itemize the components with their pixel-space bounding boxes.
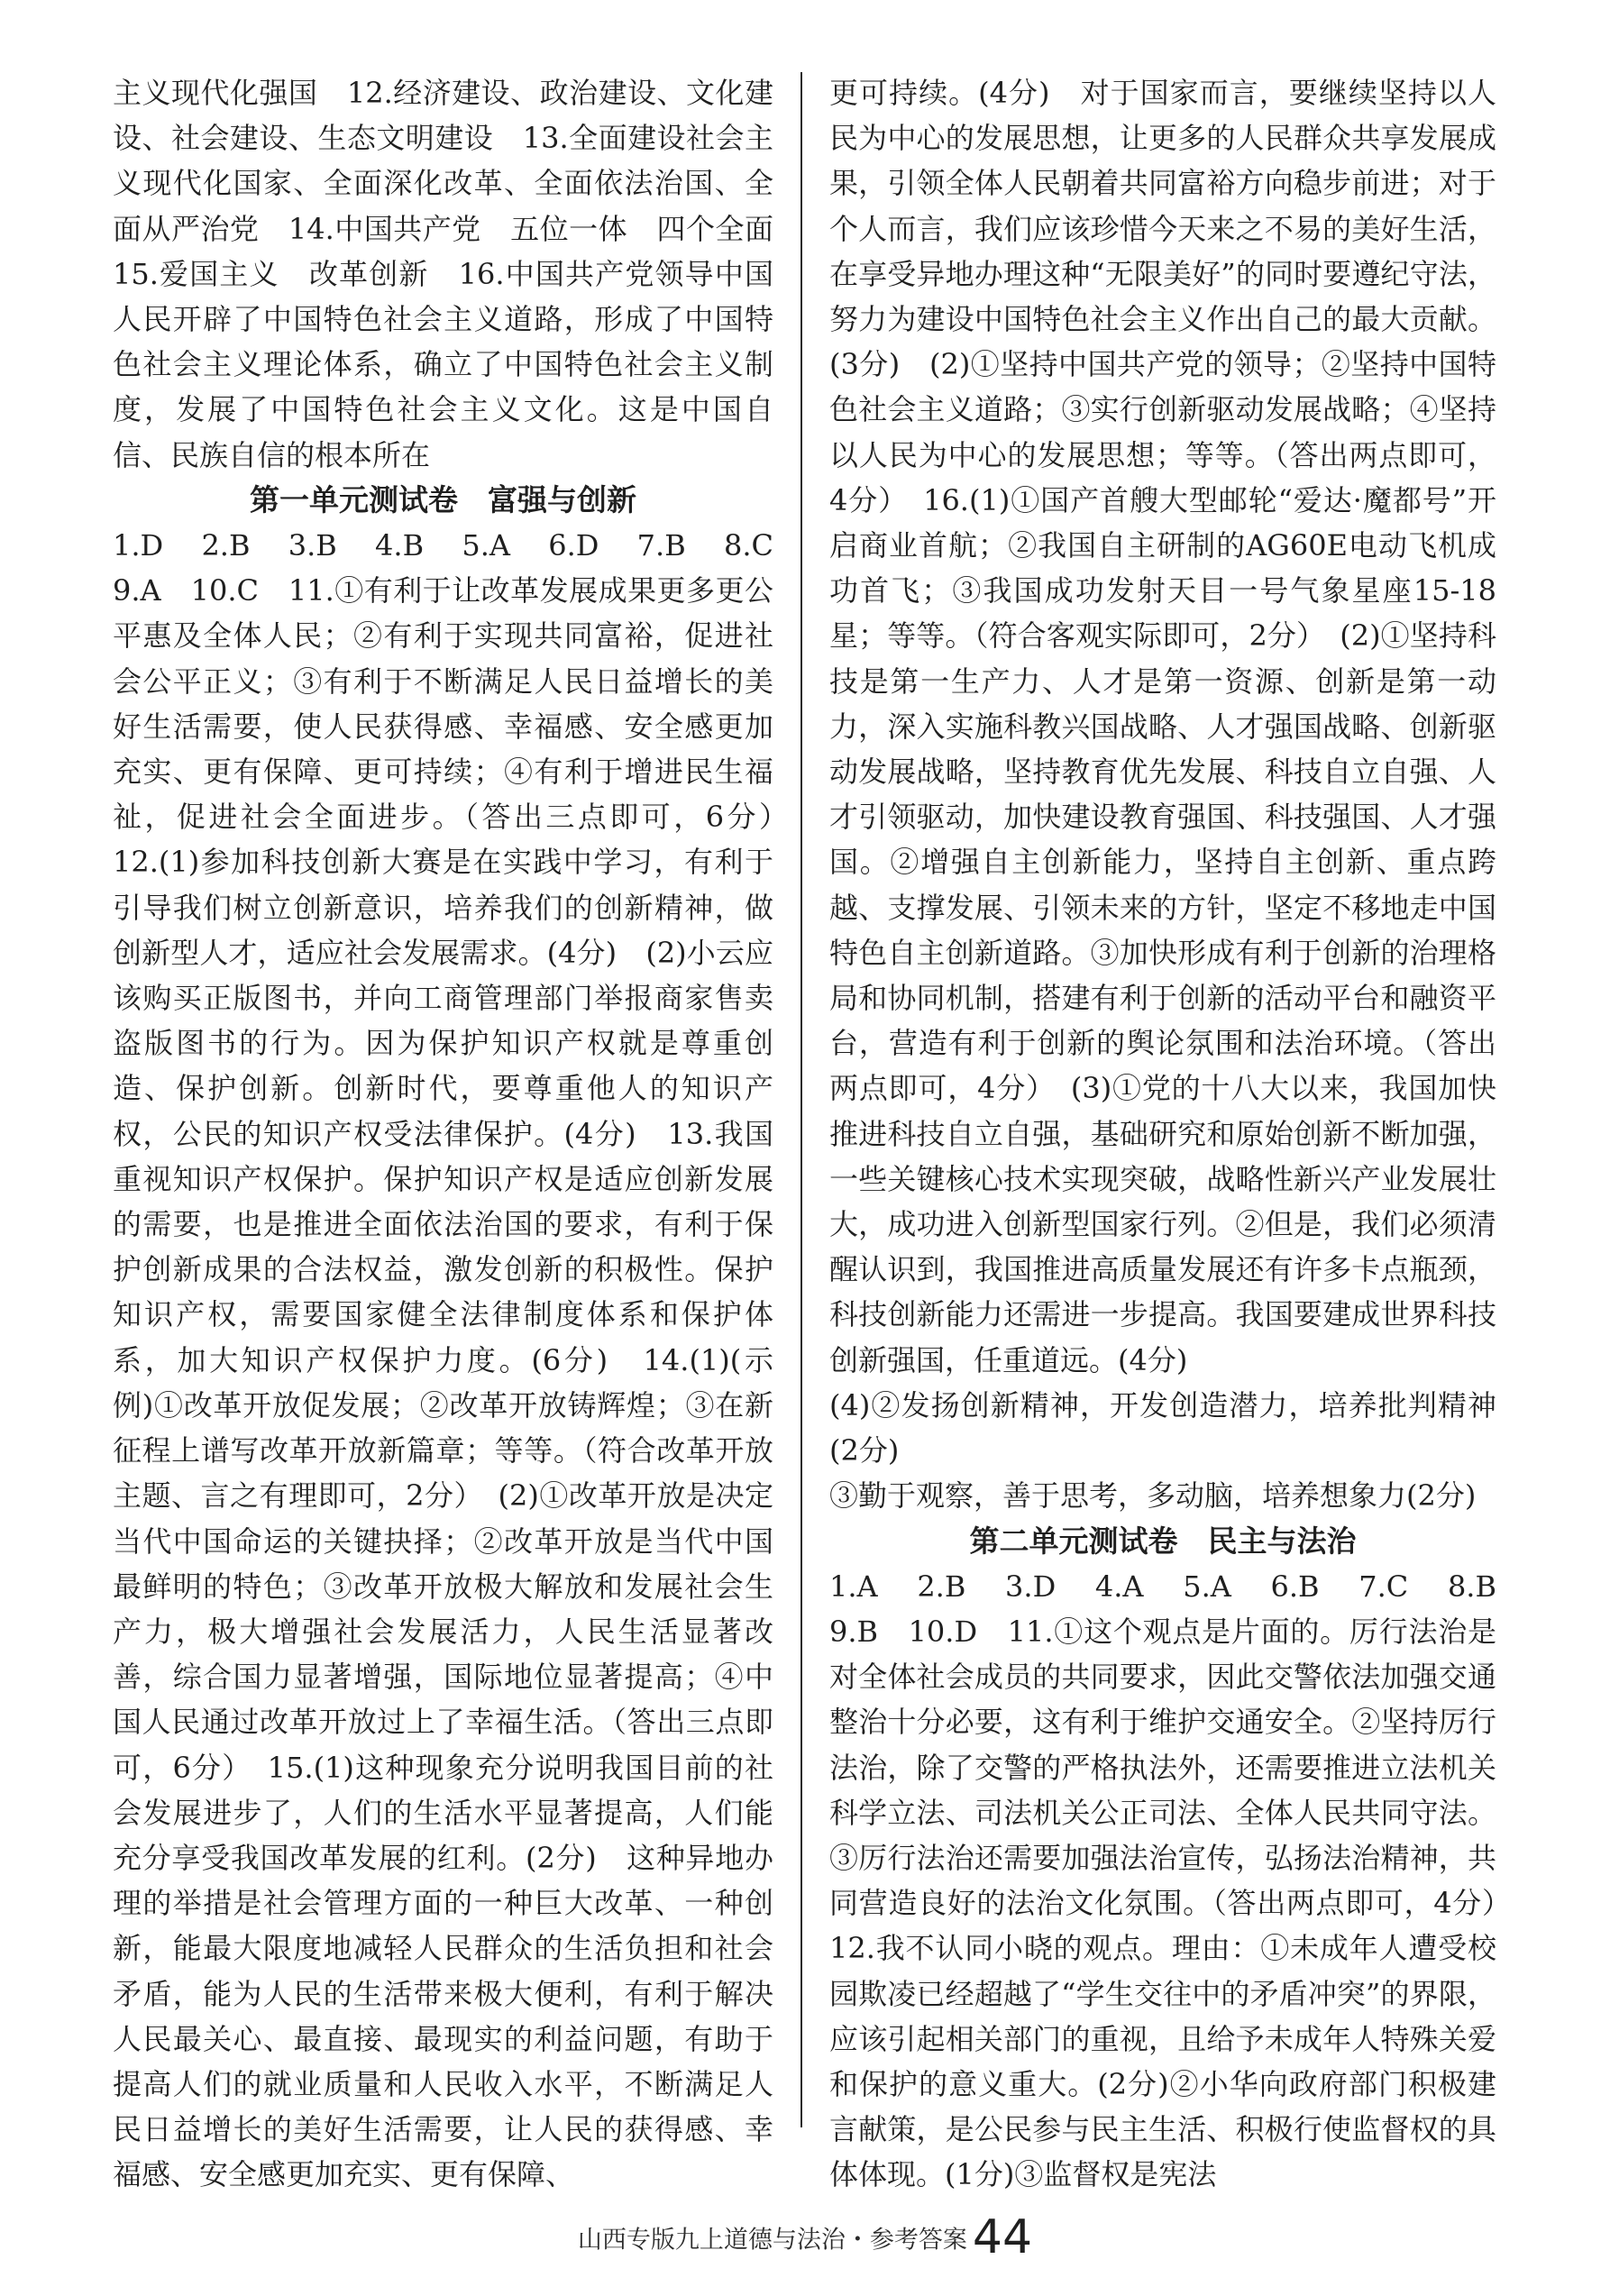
answer-text-block: 更可持续。(4分) 对于国家而言，要继续坚持以人民为中心的发展思想，让更多的人民群众共享发展成果，引领全体人民朝着共同富裕方向稳步前进；对于个人而言，我们应该珍惜今天来之不易的美好生活，在享受异地办理这种“无限美好”的同时要遵纪守法，努力为建设中国特色社会主义作出自己的最大贡献。(3分) (2)①坚持中国共产党的领导；②坚持中国特色社会主义道路；③实行创新驱动发展战略；④坚持以人民为中心的发展思想；等等。（答出两点即可，4分） 16.(1)①国产首艘大型邮轮“爱达·魔都号”开启商业首航；②我国自主研制的AG60E电动飞机成功首飞；③我国成功发射天目一号气象星座15-18星；等等。（符合客观实际即可，2分） (2)①坚持科技是第一生产力、人才是第一资源、创新是第一动力，深入实施科教兴国战略、人才强国战略、创新驱动发展战略，坚持教育优先发展、科技自立自强、人才引领驱动，加快建设教育强国、科技强国、人才强国。②增强自主创新能力，坚持自主创新、重点跨越、支撑发展、引领未来的方针，坚定不移地走中国特色自主创新道路。③加快形成有利于创新的治理格局和协同机制，搭建有利于创新的活动平台和融资平台，营造有利于创新的舆论氛围和法治环境。（答出两点即可，4分） (3)①党的十八大以来，我国加快推进科技自立自强，基础研究和原始创新不断加强，一些关键核心技术实现突破，战略性新兴产业发展壮大，成功进入创新型国家行列。②但是，我们必须清醒认识到，我国推进高质量发展还有许多卡点瓶颈，科技创新能力还需进一步提高。我国要建成世界科技创新强国，任重道远。(4分) <box>829 76 1496 1377</box>
section-heading-unit-1: 第一单元测试卷 富强与创新 <box>250 481 636 517</box>
answer-text-line: (4)②发扬创新精神，开发创造潜力，培养批判精神(2分) <box>829 1387 1496 1468</box>
right-column <box>829 70 1526 2198</box>
footer-title: 山西专版九上道德与法治・参考答案 <box>577 2226 967 2255</box>
page-number: 44 <box>972 2210 1033 2264</box>
answer-text-block: 1.A 2.B 3.D 4.A 5.A 6.B 7.C 8.B 9.B 10.D 11.①这个观点是片面的。厉行法治是对全体社会成员的共同要求，因此交警依法加强交通整治十分必要，这有利于维护交通安全。②坚持厉行法治，除了交警的严格执法外，还需要推进立法机关科学立法、司法机关公正司法、全体人民共同守法。③厉行法治还需要加强法治宣传，弘扬法治精神，共同营造良好的法治文化氛围。（答出两点即可，4分） 12.我不认同小晓的观点。理由：①未成年人遭受校园欺凌已经超越了“学生交往中的矛盾冲突”的界限，应该引起相关部门的重视，且给予未成年人特殊关爱和保护的意义重大。(2分)②小华向政府部门积极建言献策，是公民参与民主生活、积极行使监督权的具体体现。(1分)③监督权是宪法 <box>829 1569 1526 2192</box>
column-divider <box>800 72 802 2127</box>
answer-text-block: 主义现代化强国 12.经济建设、政治建设、文化建设、社会建设、生态文明建设 13.全面建设社会主义现代化国家、全面深化改革、全面依法治国、全面从严治党 14.中国共产党 五位一体 四个全面 15.爱国主义 改革创新 16.中国共产党领导中国人民开辟了中国特色社会主义道路，形成了中国特色社会主义理论体系，确立了中国特色社会主义制度，发展了中国特色社会主义文化。这是中国自信、民族自信的根本所在 <box>113 76 803 472</box>
left-column <box>113 70 803 2198</box>
answer-text-block: 1.D 2.B 3.B 4.B 5.A 6.D 7.B 8.C 9.A 10.C 11.①有利于让改革发展成果更多更公平惠及全体人民；②有利于实现共同富裕，促进社会公平正义；③有利于不断满足人民日益增长的美好生活需要，使人民获得感、幸福感、安全感更加充实、更有保障、更可持续；④有利于增进民生福祉，促进社会全面进步。（答出三点即可，6分） 12.(1)参加科技创新大赛是在实践中学习，有利于引导我们树立创新意识，培养我们的创新精神，做创新型人才，适应社会发展需求。(4分) (2)小云应该购买正版图书，并向工商管理部门举报商家售卖盗版图书的行为。因为保护知识产权就是尊重创造、保护创新。创新时代，要尊重他人的知识产权，公民的知识产权受法律保护。(4分) 13.我国重视知识产权保护。保护知识产权是适应创新发展的需要，也是推进全面依法治国的要求，有利于保护创新成果的合法权益，激发创新的积极性。保护知识产权，需要国家健全法律制度体系和保护体系，加大知识产权保护力度。(6分) 14.(1)(示例)①改革开放促发展；②改革开放铸辉煌；③在新征程上谱写改革开放新篇章；等等。（符合改革开放主题、言之有理即可，2分） (2)①改革开放是决定当代中国命运的关键抉择；②改革开放是当代中国最鲜明的特色；③改革开放极大解放和发展社会生产力，极大增强社会发展活力，人民生活显著改善，综合国力显著增强，国际地位显著提高；④中国人民通过改革开放过上了幸福生活。（答出三点即可，6分） 15.(1)这种现象充分说明我国目前的社会发展进步了，人们的生活水平显著提高，人们能充分享受我国改革发展的红利。(2分) 这种异地办理的举措是社会管理方面的一种巨大改革、一种创新，能最大限度地减轻人民群众的生活负担和社会矛盾，能为人民的生活带来极大便利，有利于解决人民最关心、最直接、最现实的利益问题，有助于提高人们的就业质量和人民收入水平，不断满足人民日益增长的美好生活需要，让人民的获得感、幸福感、安全感更加充实、更有保障、 <box>113 528 803 2192</box>
page-footer <box>0 2210 1610 2264</box>
section-heading-unit-2: 第二单元测试卷 民主与法治 <box>969 1523 1357 1559</box>
answer-text-line: ③勤于观察，善于思考，多动脑，培养想象力(2分) <box>829 1478 1477 1514</box>
